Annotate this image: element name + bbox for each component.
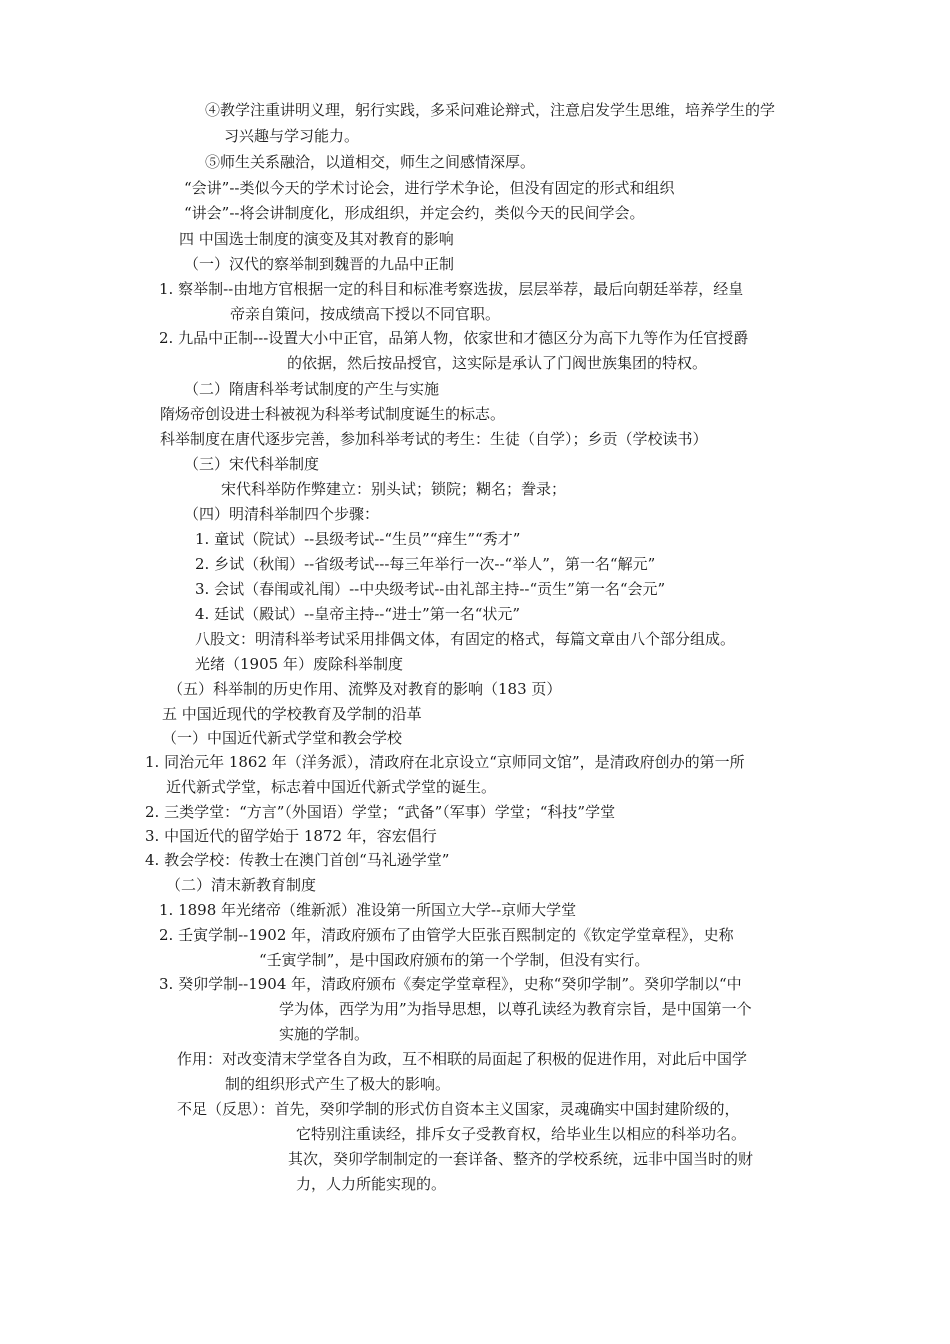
text-line: “壬寅学制”，是中国政府颁布的第一个学制，但没有实行。 [259,951,650,969]
text-line: “讲会”--将会讲制度化，形成组织，并定会约，类似今天的民间学会。 [184,204,645,222]
subsection-heading: （一）中国近代新式学堂和教会学校 [162,729,403,747]
list-item: 1. 童试（院试）--县级考试--“生员”“痒生”“秀才” [195,530,521,548]
list-item: 1. 察举制--由地方官根据一定的科目和标准考察选拔，层层举荐，最后向朝廷举荐，经皇 [159,280,744,298]
text-line: “会讲”--类似今天的学术讨论会，进行学术争论，但没有固定的形式和组织 [184,179,675,197]
text-line: 不足（反思）：首先，癸卯学制的形式仿自资本主义国家，灵魂确实中国封建阶级的， [177,1100,740,1118]
subsection-heading: （一）汉代的察举制到魏晋的九品中正制 [184,255,455,273]
text-line: 科举制度在唐代逐步完善，参加科举考试的考生：生徒（自学）；乡贡（学校读书） [160,430,708,448]
text-line: 作用：对改变清末学堂各自为政，互不相联的局面起了积极的促进作用，对此后中国学 [177,1050,748,1068]
list-item: 2. 壬寅学制--1902 年，清政府颁布了由管学大臣张百熙制定的《钦定学堂章程》，史称 [159,926,734,944]
list-item: 2. 九品中正制---设置大小中正官，品第人物，依家世和才德区分为高下九等作为任官授爵 [159,329,749,347]
text-line: 隋炀帝创设进士科被视为科举考试制度诞生的标志。 [160,405,506,423]
text-line: 帝亲自策问，按成绩高下授以不同官职。 [230,305,501,323]
subsection-heading: （四）明清科举制四个步骤： [184,505,380,523]
section-heading: 四 中国选士制度的演变及其对教育的影响 [179,230,454,248]
text-line: ⑤师生关系融洽，以道相交，师生之间感情深厚。 [205,153,536,171]
list-item: 1. 同治元年 1862 年（洋务派），清政府在北京设立“京师同文馆”，是清政府创办的第一所 [145,753,745,771]
text-line: 近代新式学堂，标志着中国近代新式学堂的诞生。 [166,778,497,796]
text-line: 光绪（1905 年）废除科举制度 [195,655,403,673]
section-heading: 五 中国近现代的学校教育及学制的沿革 [162,705,422,723]
text-line: 习兴趣与学习能力。 [224,127,360,145]
list-item: 3. 会试（春闱或礼闱）--中央级考试--由礼部主持--“贡生”第一名“会元” [195,580,666,598]
subsection-heading: （二）隋唐科举考试制度的产生与实施 [184,380,440,398]
text-line: 制的组织形式产生了极大的影响。 [225,1075,451,1093]
subsection-heading: （二）清末新教育制度 [166,876,317,894]
text-line: 学为体，西学为用”为指导思想，以尊孔读经为教育宗旨，是中国第一个 [279,1000,752,1018]
list-item: 1. 1898 年光绪帝（维新派）准设第一所国立大学--京师大学堂 [159,901,577,919]
text-line: 的依据，然后按品授官，这实际是承认了门阀世族集团的特权。 [287,354,708,372]
subsection-heading: （五）科举制的历史作用、流弊及对教育的影响（183 页） [168,680,562,698]
list-item: 4. 教会学校：传教士在澳门首创“马礼逊学堂” [145,851,450,869]
subsection-heading: （三）宋代科举制度 [184,455,320,473]
list-item: 2. 三类学堂：“方言”（外国语）学堂；“武备”（军事）学堂；“科技”学堂 [145,803,616,821]
list-item: 4. 廷试（殿试）--皇帝主持--“进士”第一名“状元” [195,605,521,623]
text-line: 其次，癸卯学制制定的一套详备、整齐的学校系统，远非中国当时的财 [288,1150,754,1168]
text-line: 力，人力所能实现的。 [296,1175,447,1193]
list-item: 3. 中国近代的留学始于 1872 年，容宏倡行 [145,827,437,845]
list-item: 2. 乡试（秋闱）--省级考试---每三年举行一次--“举人”，第一名“解元” [195,555,656,573]
text-line: 八股文：明清科举考试采用排偶文体，有固定的格式，每篇文章由八个部分组成。 [195,630,736,648]
text-line: 实施的学制。 [279,1025,370,1043]
text-line: ④教学注重讲明义理，躬行实践，多采问难论辩式，注意启发学生思维，培养学生的学 [205,101,776,119]
list-item: 3. 癸卯学制--1904 年，清政府颁布《奏定学堂章程》，史称“癸卯学制”。癸卯学制以“中 [159,975,742,993]
text-line: 宋代科举防作弊建立：别头试；锁院；糊名；誊录； [221,480,567,498]
text-line: 它特别注重读经，排斥女子受教育权，给毕业生以相应的科举功名。 [296,1125,747,1143]
